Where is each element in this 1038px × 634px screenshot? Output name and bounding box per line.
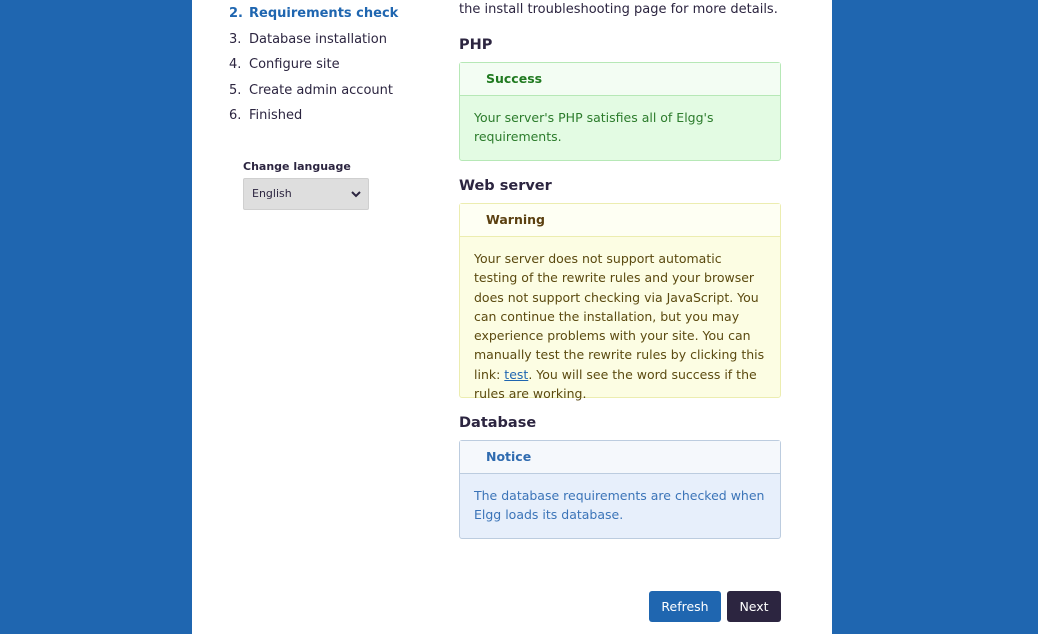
php-success-box [459,62,781,161]
step-number: 4. [229,57,242,73]
test-link[interactable]: test [504,366,529,382]
refresh-button[interactable]: Refresh [649,591,721,622]
step-label: Database installation [249,31,387,47]
chevron-down-icon [350,188,362,200]
language-select[interactable] [243,178,369,210]
notice-heading: Notice [460,441,780,474]
step-database-installation [229,26,398,52]
database-notice-box [459,440,781,539]
warning-heading: Warning [460,204,780,237]
web-server-message-end: . You will see the word success if the rules are working. [474,366,757,402]
step-number: 5. [229,82,242,98]
step-label: Configure site [249,57,340,73]
web-server-section-title: Web server [459,178,552,194]
step-number: 3. [229,31,242,47]
change-language-label: Change language [243,160,351,173]
step-create-admin-account [229,77,398,103]
web-server-warning-box [459,203,781,402]
step-label: Create admin account [249,82,393,98]
database-section-title: Database [459,415,537,431]
step-label: Finished [249,108,303,124]
language-select-value: English [252,187,292,200]
database-message: The database requirements are checked when Elgg loads its database. [474,488,765,523]
step-requirements-check [229,0,398,26]
success-heading: Success [460,63,780,96]
next-button[interactable]: Next [727,591,781,622]
step-number: 2. [229,6,243,21]
php-message: Your server's PHP satisfies all of Elgg's requirements. [474,110,714,145]
web-server-message-start: Your server does not support automatic testing of the rewrite rules and your browser does not support checking via JavaScript. You can continue the installation, but you may experience problems with your site. You can manually test the rewrite rules by clicking this link: [474,251,765,382]
php-section-title: PHP [459,37,493,53]
step-label: Requirements check [249,6,399,21]
step-finished [229,102,398,128]
web-server-message [460,237,780,403]
install-steps [229,0,398,128]
install-page [192,0,832,634]
step-number: 6. [229,108,242,124]
step-configure-site [229,51,398,77]
intro-text: the install troubleshooting page for more details. [459,2,778,17]
